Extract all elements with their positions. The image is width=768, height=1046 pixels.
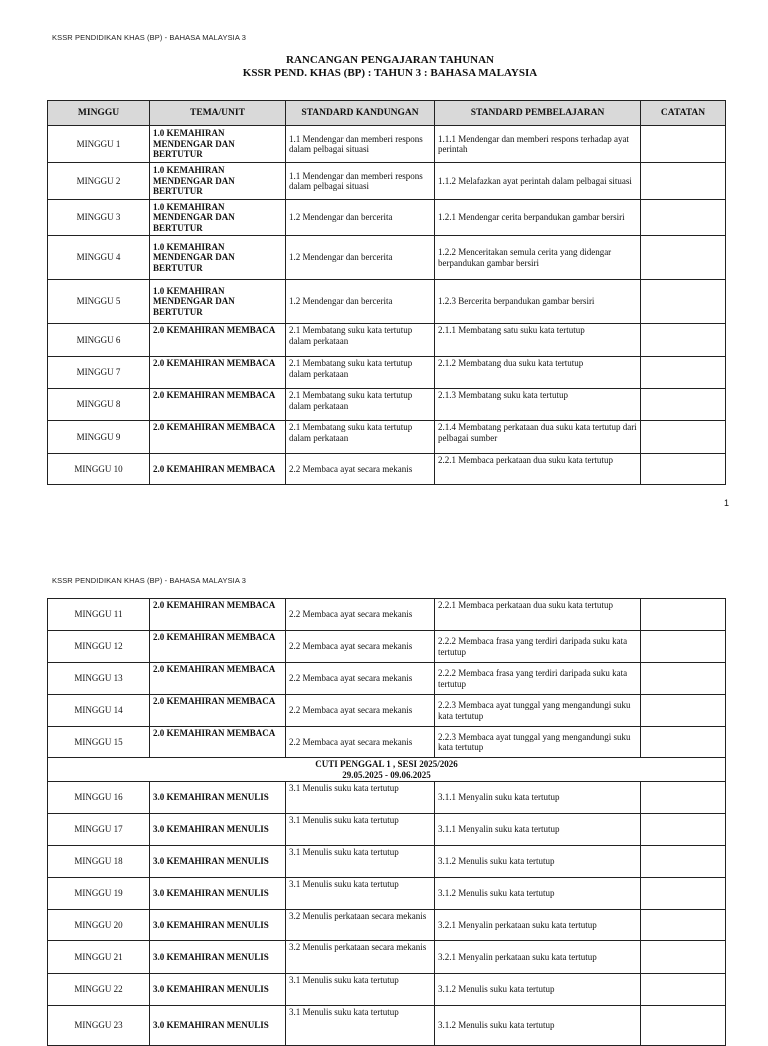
col-header-standard-kandungan: STANDARD KANDUNGAN (286, 101, 435, 126)
week-cell: MINGGU 10 (48, 454, 150, 485)
catatan-cell (641, 280, 726, 324)
standard-kandungan-cell: 2.1 Membatang suku kata tertutup dalam perkataan (286, 389, 435, 421)
tema-cell: 3.0 KEMAHIRAN MENULIS (150, 974, 286, 1006)
catatan-cell (641, 631, 726, 663)
standard-kandungan-cell: 3.1 Menulis suku kata tertutup (286, 878, 435, 910)
standard-kandungan-cell: 2.2 Membaca ayat secara mekanis (286, 599, 435, 631)
catatan-cell (641, 236, 726, 280)
table-row (48, 1006, 726, 1046)
standard-pembelajaran-cell: 2.1.1 Membatang satu suku kata tertutup (435, 324, 641, 357)
document-header: KSSR PENDIDIKAN KHAS (BP) - BAHASA MALAYSIA 3 (52, 33, 247, 42)
standard-kandungan-cell: 1.1 Mendengar dan memberi respons dalam pelbagai situasi (286, 163, 435, 200)
standard-kandungan-cell: 2.1 Membatang suku kata tertutup dalam perkataan (286, 357, 435, 389)
week-cell: MINGGU 4 (48, 236, 150, 280)
standard-pembelajaran-cell: 2.2.3 Membaca ayat tunggal yang mengandungi suku kata tertutup (435, 727, 641, 758)
tema-cell: 2.0 KEMAHIRAN MEMBACA (150, 357, 286, 389)
standard-kandungan-cell: 2.1 Membatang suku kata tertutup dalam perkataan (286, 421, 435, 454)
week-cell: MINGGU 8 (48, 389, 150, 421)
document-header-page2: KSSR PENDIDIKAN KHAS (BP) - BAHASA MALAYSIA 3 (52, 576, 247, 585)
table-row (48, 782, 726, 814)
table-row (48, 663, 726, 695)
tema-cell: 2.0 KEMAHIRAN MEMBACA (150, 663, 286, 695)
standard-pembelajaran-cell: 2.1.4 Membatang perkataan dua suku kata tertutup dari pelbagai sumber (435, 421, 641, 454)
catatan-cell (641, 814, 726, 846)
standard-pembelajaran-cell: 1.2.3 Bercerita berpandukan gambar bersiri (435, 280, 641, 324)
table-row (48, 695, 726, 727)
standard-pembelajaran-cell: 3.2.1 Menyalin perkataan suku kata tertutup (435, 941, 641, 974)
standard-kandungan-cell: 1.2 Mendengar dan bercerita (286, 280, 435, 324)
standard-kandungan-cell: 2.1 Membatang suku kata tertutup dalam perkataan (286, 324, 435, 357)
tema-cell: 1.0 KEMAHIRAN MENDENGAR DAN BERTUTUR (150, 126, 286, 163)
standard-kandungan-cell: 3.1 Menulis suku kata tertutup (286, 814, 435, 846)
standard-pembelajaran-cell: 1.1.1 Mendengar dan memberi respons terhadap ayat perintah (435, 126, 641, 163)
week-cell: MINGGU 7 (48, 357, 150, 389)
table-row (48, 631, 726, 663)
week-cell: MINGGU 18 (48, 846, 150, 878)
week-cell: MINGGU 9 (48, 421, 150, 454)
table-row (48, 357, 726, 389)
col-header-standard-pembelajaran: STANDARD PEMBELAJARAN (435, 101, 641, 126)
week-cell: MINGGU 6 (48, 324, 150, 357)
week-cell: MINGGU 3 (48, 200, 150, 236)
week-cell: MINGGU 11 (48, 599, 150, 631)
catatan-cell (641, 389, 726, 421)
week-cell: MINGGU 21 (48, 941, 150, 974)
table-row (48, 389, 726, 421)
catatan-cell (641, 1006, 726, 1046)
table-row (48, 421, 726, 454)
catatan-cell (641, 324, 726, 357)
standard-kandungan-cell: 3.1 Menulis suku kata tertutup (286, 974, 435, 1006)
tema-cell: 1.0 KEMAHIRAN MENDENGAR DAN BERTUTUR (150, 236, 286, 280)
tema-cell: 2.0 KEMAHIRAN MEMBACA (150, 389, 286, 421)
standard-pembelajaran-cell: 2.1.3 Membatang suku kata tertutup (435, 389, 641, 421)
catatan-cell (641, 421, 726, 454)
standard-pembelajaran-cell: 2.2.2 Membaca frasa yang terdiri daripada suku kata tertutup (435, 663, 641, 695)
week-cell: MINGGU 14 (48, 695, 150, 727)
week-cell: MINGGU 2 (48, 163, 150, 200)
catatan-cell (641, 663, 726, 695)
standard-pembelajaran-cell: 3.1.2 Menulis suku kata tertutup (435, 846, 641, 878)
tema-cell: 1.0 KEMAHIRAN MENDENGAR DAN BERTUTUR (150, 163, 286, 200)
tema-cell: 3.0 KEMAHIRAN MENULIS (150, 910, 286, 941)
table-row (48, 599, 726, 631)
page-title: RANCANGAN PENGAJARAN TAHUNAN (286, 54, 494, 66)
catatan-cell (641, 454, 726, 485)
tema-cell: 2.0 KEMAHIRAN MEMBACA (150, 599, 286, 631)
table-row (48, 126, 726, 163)
standard-pembelajaran-cell: 2.2.2 Membaca frasa yang terdiri daripada suku kata tertutup (435, 631, 641, 663)
col-header-tema: TEMA/UNIT (150, 101, 286, 126)
catatan-cell (641, 846, 726, 878)
week-cell: MINGGU 19 (48, 878, 150, 910)
tema-cell: 2.0 KEMAHIRAN MEMBACA (150, 454, 286, 485)
standard-pembelajaran-cell: 3.1.1 Menyalin suku kata tertutup (435, 814, 641, 846)
standard-kandungan-cell: 1.2 Mendengar dan bercerita (286, 236, 435, 280)
standard-pembelajaran-cell: 3.2.1 Menyalin perkataan suku kata tertutup (435, 910, 641, 941)
standard-pembelajaran-cell: 2.1.2 Membatang dua suku kata tertutup (435, 357, 641, 389)
term-break-dates: 29.05.2025 - 09.06.2025 (342, 769, 431, 780)
week-cell: MINGGU 20 (48, 910, 150, 941)
tema-cell: 1.0 KEMAHIRAN MENDENGAR DAN BERTUTUR (150, 200, 286, 236)
tema-cell: 1.0 KEMAHIRAN MENDENGAR DAN BERTUTUR (150, 280, 286, 324)
tema-cell: 2.0 KEMAHIRAN MEMBACA (150, 421, 286, 454)
standard-pembelajaran-cell: 2.2.1 Membaca perkataan dua suku kata tertutup (435, 599, 641, 631)
standard-pembelajaran-cell: 2.2.1 Membaca perkataan dua suku kata tertutup (435, 454, 641, 485)
tema-cell: 2.0 KEMAHIRAN MEMBACA (150, 727, 286, 758)
catatan-cell (641, 126, 726, 163)
tema-cell: 3.0 KEMAHIRAN MENULIS (150, 782, 286, 814)
tema-cell: 2.0 KEMAHIRAN MEMBACA (150, 695, 286, 727)
standard-kandungan-cell: 3.2 Menulis perkataan secara mekanis (286, 941, 435, 974)
standard-pembelajaran-cell: 3.1.2 Menulis suku kata tertutup (435, 974, 641, 1006)
week-cell: MINGGU 22 (48, 974, 150, 1006)
col-header-catatan: CATATAN (641, 101, 726, 126)
catatan-cell (641, 878, 726, 910)
catatan-cell (641, 974, 726, 1006)
table-row (48, 454, 726, 485)
tema-cell: 3.0 KEMAHIRAN MENULIS (150, 846, 286, 878)
col-header-minggu: MINGGU (48, 101, 150, 126)
standard-kandungan-cell: 2.2 Membaca ayat secara mekanis (286, 454, 435, 485)
standard-pembelajaran-cell: 3.1.2 Menulis suku kata tertutup (435, 1006, 641, 1046)
week-cell: MINGGU 5 (48, 280, 150, 324)
standard-pembelajaran-cell: 3.1.1 Menyalin suku kata tertutup (435, 782, 641, 814)
table-row (48, 163, 726, 200)
plan-table-page2 (47, 598, 726, 1046)
catatan-cell (641, 727, 726, 758)
week-cell: MINGGU 1 (48, 126, 150, 163)
term-break-cell (48, 758, 726, 782)
table-row (48, 941, 726, 974)
term-break-title: CUTI PENGGAL 1 , SESI 2025/2026 (315, 759, 458, 769)
catatan-cell (641, 357, 726, 389)
catatan-cell (641, 163, 726, 200)
catatan-cell (641, 782, 726, 814)
plan-table-page1 (47, 100, 726, 485)
week-cell: MINGGU 13 (48, 663, 150, 695)
table-row (48, 324, 726, 357)
standard-pembelajaran-cell: 1.2.2 Menceritakan semula cerita yang didengar berpandukan gambar bersiri (435, 236, 641, 280)
standard-kandungan-cell: 3.1 Menulis suku kata tertutup (286, 1006, 435, 1046)
standard-pembelajaran-cell: 2.2.3 Membaca ayat tunggal yang mengandungi suku kata tertutup (435, 695, 641, 727)
standard-kandungan-cell: 1.2 Mendengar dan bercerita (286, 200, 435, 236)
standard-kandungan-cell: 3.2 Menulis perkataan secara mekanis (286, 910, 435, 941)
week-cell: MINGGU 15 (48, 727, 150, 758)
catatan-cell (641, 941, 726, 974)
week-cell: MINGGU 23 (48, 1006, 150, 1046)
standard-kandungan-cell: 2.2 Membaca ayat secara mekanis (286, 727, 435, 758)
week-cell: MINGGU 16 (48, 782, 150, 814)
table-row (48, 846, 726, 878)
table-row (48, 974, 726, 1006)
standard-kandungan-cell: 2.2 Membaca ayat secara mekanis (286, 663, 435, 695)
tema-cell: 3.0 KEMAHIRAN MENULIS (150, 1006, 286, 1046)
standard-kandungan-cell: 3.1 Menulis suku kata tertutup (286, 846, 435, 878)
page-number: 1 (724, 498, 730, 508)
term-break-row (48, 758, 726, 782)
page-subtitle: KSSR PEND. KHAS (BP) : TAHUN 3 : BAHASA MALAYSIA (242, 67, 538, 79)
standard-kandungan-cell: 3.1 Menulis suku kata tertutup (286, 782, 435, 814)
table-row (48, 878, 726, 910)
tema-cell: 3.0 KEMAHIRAN MENULIS (150, 941, 286, 974)
tema-cell: 3.0 KEMAHIRAN MENULIS (150, 814, 286, 846)
table-row (48, 910, 726, 941)
tema-cell: 3.0 KEMAHIRAN MENULIS (150, 878, 286, 910)
table-row (48, 236, 726, 280)
table-row (48, 814, 726, 846)
tema-cell: 2.0 KEMAHIRAN MEMBACA (150, 324, 286, 357)
tema-cell: 2.0 KEMAHIRAN MEMBACA (150, 631, 286, 663)
table-row (48, 727, 726, 758)
standard-pembelajaran-cell: 1.2.1 Mendengar cerita berpandukan gambar bersiri (435, 200, 641, 236)
standard-kandungan-cell: 2.2 Membaca ayat secara mekanis (286, 695, 435, 727)
table-row (48, 280, 726, 324)
table-row (48, 200, 726, 236)
standard-pembelajaran-cell: 3.1.2 Menulis suku kata tertutup (435, 878, 641, 910)
catatan-cell (641, 910, 726, 941)
standard-kandungan-cell: 1.1 Mendengar dan memberi respons dalam pelbagai situasi (286, 126, 435, 163)
week-cell: MINGGU 12 (48, 631, 150, 663)
standard-pembelajaran-cell: 1.1.2 Melafazkan ayat perintah dalam pelbagai situasi (435, 163, 641, 200)
catatan-cell (641, 200, 726, 236)
week-cell: MINGGU 17 (48, 814, 150, 846)
catatan-cell (641, 695, 726, 727)
catatan-cell (641, 599, 726, 631)
standard-kandungan-cell: 2.2 Membaca ayat secara mekanis (286, 631, 435, 663)
